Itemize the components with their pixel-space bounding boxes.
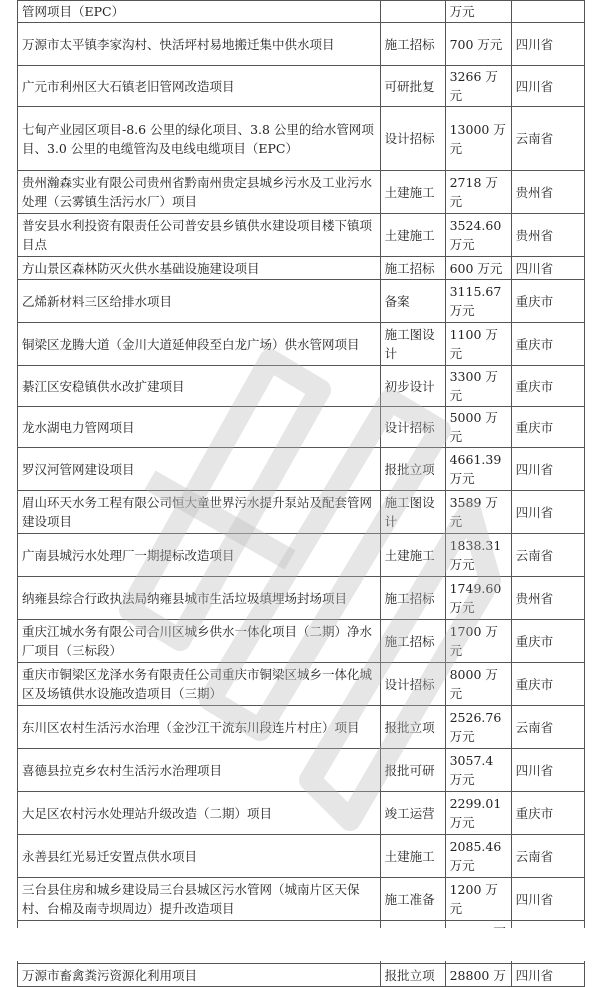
table-row xyxy=(18,663,585,706)
amount-cell: 3300 万元 xyxy=(445,366,511,407)
table-row xyxy=(18,792,585,835)
table-row xyxy=(18,107,585,171)
region-cell: 重庆市 xyxy=(511,280,584,323)
region-cell: 重庆市 xyxy=(511,323,584,366)
table-row xyxy=(18,171,585,214)
project-name-cell: 重庆市铜梁区龙泽水务有限责任公司重庆市铜梁区城乡一体化城区及场镇供水设施改造项目（三期） xyxy=(18,663,381,706)
region-cell: 四川省 xyxy=(511,23,584,66)
table-row xyxy=(18,964,585,987)
project-name-cell: 乙烯新材料三区给排水项目 xyxy=(18,280,381,323)
table-row xyxy=(18,407,585,448)
amount-cell: 4661.39 万元 xyxy=(445,448,511,491)
project-name-cell: 纳雍县综合行政执法局纳雍县城市生活垃圾填埋场封场项目 xyxy=(18,577,381,620)
project-name-cell: 喜德县拉克乡农村生活污水治理项目 xyxy=(18,749,381,792)
amount-cell: 万元 xyxy=(445,1,511,23)
stage-cell: 施工准备 xyxy=(380,878,445,921)
amount-cell: 700 万元 xyxy=(445,23,511,66)
stage-cell: 土建施工 xyxy=(380,214,445,257)
amount-cell: 3524.60 万元 xyxy=(445,214,511,257)
amount-cell: 13000 万元 xyxy=(445,107,511,171)
region-cell: 云南省 xyxy=(511,534,584,577)
table-row xyxy=(18,620,585,663)
page-bottom-margin xyxy=(0,928,600,961)
amount-cell: 3266 万元 xyxy=(445,66,511,107)
table-row xyxy=(18,749,585,792)
amount-cell: 2299.01 万元 xyxy=(445,792,511,835)
table-row xyxy=(18,491,585,534)
table-row xyxy=(18,66,585,107)
project-name-cell: 东川区农村生活污水治理（金沙江干流东川段连片村庄）项目 xyxy=(18,706,381,749)
amount-cell: 3589 万元 xyxy=(445,491,511,534)
amount-cell: 2526.76 万元 xyxy=(445,706,511,749)
project-name-cell: 龙水湖电力管网项目 xyxy=(18,407,381,448)
project-name-cell: 三台县住房和城乡建设局三台县城区污水管网（城南片区天保村、台棉及南寺坝周边）提升改造项目 xyxy=(18,878,381,921)
table-row xyxy=(18,835,585,878)
amount-cell: 3057.4 万元 xyxy=(445,749,511,792)
stage-cell: 报批可研 xyxy=(380,749,445,792)
stage-cell: 施工招标 xyxy=(380,257,445,280)
table-row xyxy=(18,257,585,280)
project-name-cell: 罗汉河管网建设项目 xyxy=(18,448,381,491)
stage-cell: 施工图设计 xyxy=(380,491,445,534)
region-cell: 贵州省 xyxy=(511,171,584,214)
stage-cell: 备案 xyxy=(380,280,445,323)
amount-cell: 2085.46 万元 xyxy=(445,835,511,878)
project-name-cell: 贵州瀚森实业有限公司贵州省黔南州贵定县城乡污水及工业污水处理（云雾镇生活污水厂）项目 xyxy=(18,171,381,214)
project-name-cell: 万源市太平镇李家沟村、快活坪村易地搬迁集中供水项目 xyxy=(18,23,381,66)
amount-cell: 1200 万元 xyxy=(445,878,511,921)
table-row xyxy=(18,534,585,577)
stage-cell: 土建施工 xyxy=(380,835,445,878)
stage-cell: 施工招标 xyxy=(380,577,445,620)
region-cell: 重庆市 xyxy=(511,407,584,448)
table-row xyxy=(18,23,585,66)
project-table xyxy=(17,0,585,987)
stage-cell: 报批立项 xyxy=(380,448,445,491)
stage-cell: 设计招标 xyxy=(380,107,445,171)
project-name-cell: 铜梁区龙腾大道（金川大道延伸段至白龙广场）供水管网项目 xyxy=(18,323,381,366)
stage-cell: 设计招标 xyxy=(380,663,445,706)
region-cell: 重庆市 xyxy=(511,792,584,835)
stage-cell: 报批立项 xyxy=(380,964,445,987)
project-table-body xyxy=(18,1,585,987)
region-cell xyxy=(511,1,584,23)
region-cell: 贵州省 xyxy=(511,577,584,620)
region-cell: 四川省 xyxy=(511,749,584,792)
table-row xyxy=(18,878,585,921)
amount-cell: 1700 万元 xyxy=(445,620,511,663)
region-cell: 云南省 xyxy=(511,835,584,878)
table-row xyxy=(18,706,585,749)
stage-cell: 施工招标 xyxy=(380,23,445,66)
amount-cell: 1100 万元 xyxy=(445,323,511,366)
region-cell: 四川省 xyxy=(511,878,584,921)
project-name-cell: 大足区农村污水处理站升级改造（二期）项目 xyxy=(18,792,381,835)
stage-cell xyxy=(380,1,445,23)
stage-cell: 施工图设计 xyxy=(380,323,445,366)
amount-cell: 28800 万 xyxy=(445,964,511,987)
stage-cell: 土建施工 xyxy=(380,171,445,214)
amount-cell: 5000 万元 xyxy=(445,407,511,448)
project-name-cell: 万源市畜禽粪污资源化利用项目 xyxy=(18,964,381,987)
region-cell: 重庆市 xyxy=(511,663,584,706)
region-cell: 四川省 xyxy=(511,964,584,987)
region-cell: 重庆市 xyxy=(511,620,584,663)
table-row xyxy=(18,214,585,257)
stage-cell: 可研批复 xyxy=(380,66,445,107)
table-row xyxy=(18,577,585,620)
table-row xyxy=(18,366,585,407)
project-name-cell: 永善县红光易迁安置点供水项目 xyxy=(18,835,381,878)
region-cell: 贵州省 xyxy=(511,214,584,257)
project-name-cell: 重庆江城水务有限公司合川区城乡供水一体化项目（二期）净水厂项目（三标段） xyxy=(18,620,381,663)
stage-cell: 竣工运营 xyxy=(380,792,445,835)
project-name-cell: 綦江区安稳镇供水改扩建项目 xyxy=(18,366,381,407)
project-name-cell: 眉山环天水务工程有限公司恒大童世界污水提升泵站及配套管网建设项目 xyxy=(18,491,381,534)
amount-cell: 1838.31 万元 xyxy=(445,534,511,577)
stage-cell: 设计招标 xyxy=(380,407,445,448)
table-row xyxy=(18,448,585,491)
table-row xyxy=(18,323,585,366)
region-cell: 四川省 xyxy=(511,66,584,107)
project-name-cell: 广南县城污水处理厂一期提标改造项目 xyxy=(18,534,381,577)
amount-cell: 3115.67 万元 xyxy=(445,280,511,323)
stage-cell: 初步设计 xyxy=(380,366,445,407)
project-name-cell: 广元市利州区大石镇老旧管网改造项目 xyxy=(18,66,381,107)
stage-cell: 施工招标 xyxy=(380,620,445,663)
amount-cell: 600 万元 xyxy=(445,257,511,280)
table-row xyxy=(18,280,585,323)
region-cell: 重庆市 xyxy=(511,366,584,407)
region-cell: 云南省 xyxy=(511,706,584,749)
amount-cell: 1749.60 万元 xyxy=(445,577,511,620)
project-name-cell: 普安县水利投资有限责任公司普安县乡镇供水建设项目楼下镇项目点 xyxy=(18,214,381,257)
project-name-cell: 七甸产业园区项目-8.6 公里的绿化项目、3.8 公里的给水管网项目、3.0 公里的电缆管沟及电线电缆项目（EPC） xyxy=(18,107,381,171)
region-cell: 四川省 xyxy=(511,448,584,491)
amount-cell: 2718 万元 xyxy=(445,171,511,214)
stage-cell: 报批立项 xyxy=(380,706,445,749)
project-name-cell: 方山景区森林防灭火供水基础设施建设项目 xyxy=(18,257,381,280)
project-name-cell: 管网项目（EPC） xyxy=(18,1,381,23)
amount-cell: 8000 万元 xyxy=(445,663,511,706)
stage-cell: 土建施工 xyxy=(380,534,445,577)
region-cell: 四川省 xyxy=(511,257,584,280)
region-cell: 云南省 xyxy=(511,107,584,171)
region-cell: 四川省 xyxy=(511,491,584,534)
table-row xyxy=(18,1,585,23)
